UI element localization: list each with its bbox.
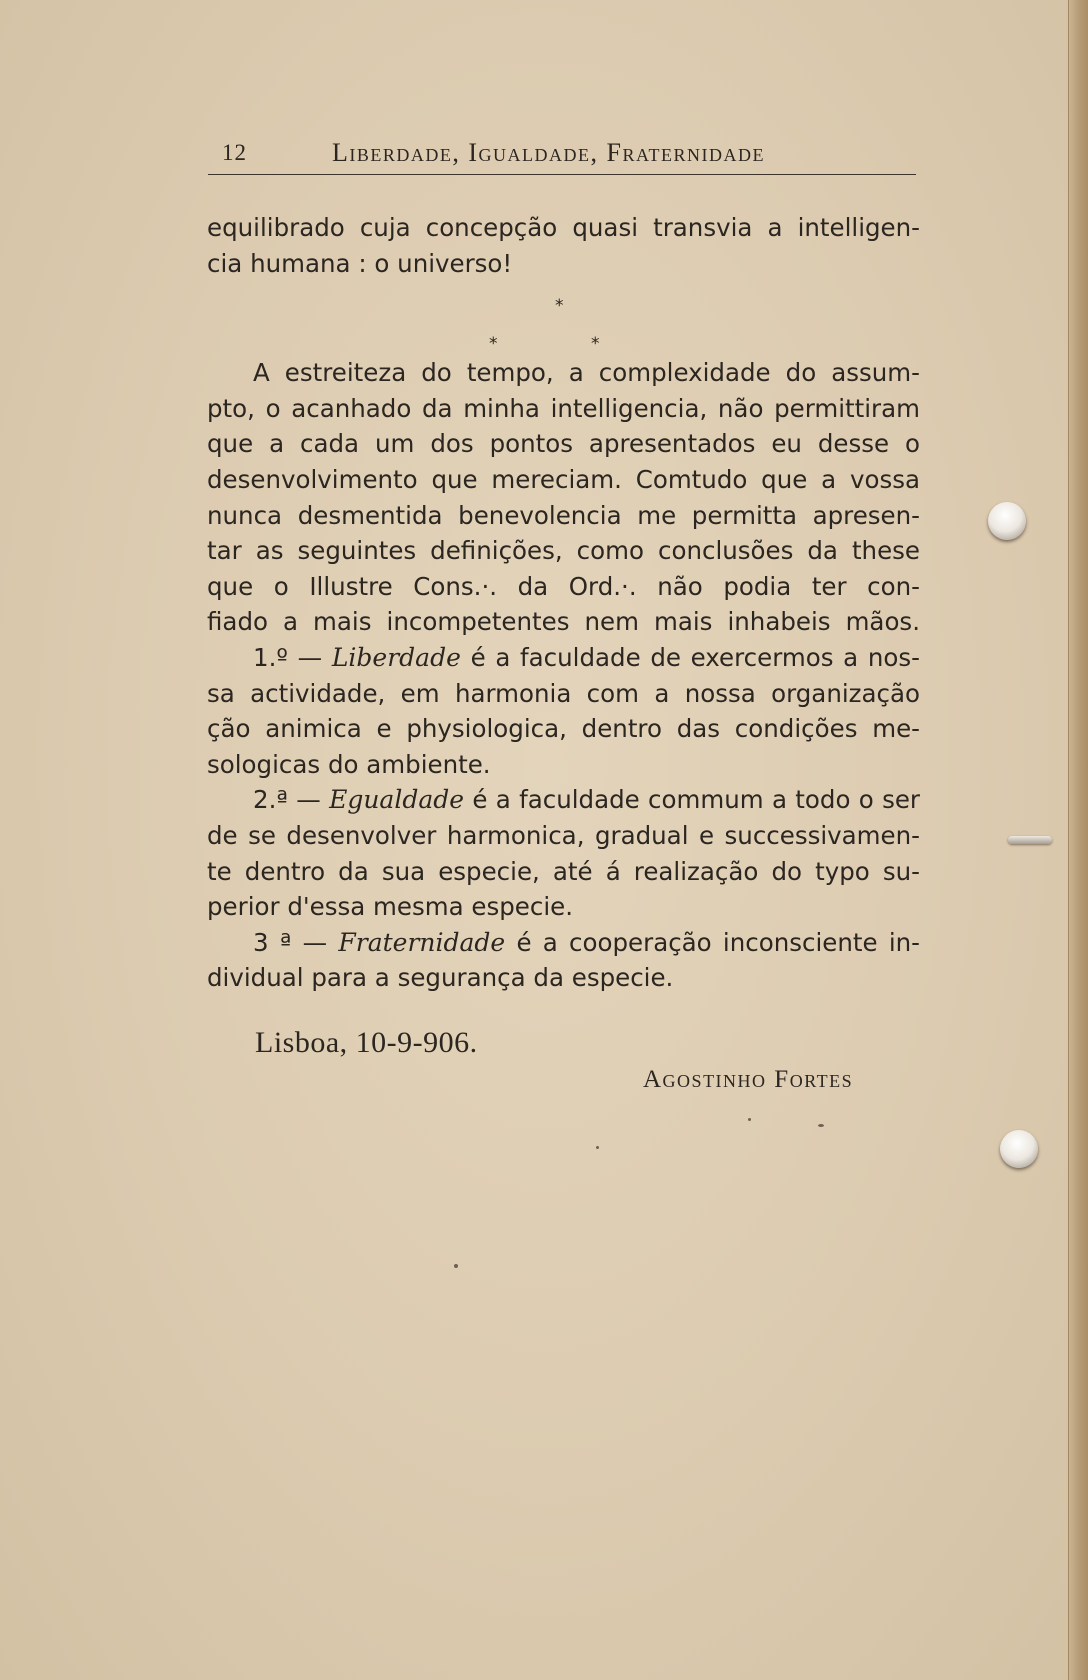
text-line: equilibrado cuja concepção quasi transvia a intelligen- <box>207 213 920 242</box>
text-line: A estreiteza do tempo, a complexidade do assum- <box>253 358 920 388</box>
binding-mark <box>1008 836 1052 844</box>
text-line: pto, o acanhado da minha intelligencia, não permittiram <box>207 393 920 423</box>
definition-text: é a cooperação inconsciente in- <box>505 927 920 957</box>
text-line: ção animica e physiologica, dentro das condições me- <box>207 714 920 744</box>
page-edge <box>1068 0 1088 1680</box>
definition-number: 1.º — <box>253 642 323 672</box>
text-line: te dentro da sua especie, até á realização do typo su- <box>207 856 920 886</box>
paper-speck <box>748 1118 751 1121</box>
binding-hole <box>1000 1130 1038 1168</box>
definition-text: é a faculdade commum a todo o ser <box>464 785 920 815</box>
definition-first-line <box>207 925 920 961</box>
definition-egualdade <box>207 782 920 924</box>
definition-term: Liberdade <box>331 642 461 672</box>
text-line: dividual para a segurança da especie. <box>207 963 674 993</box>
paper-speck <box>596 1146 599 1149</box>
text-line: fiado a mais incompetentes nem mais inhabeis mãos. <box>207 607 920 637</box>
definition-fraternidade <box>207 925 920 996</box>
definition-first-line <box>207 640 920 676</box>
definition-number: 3 ª — <box>253 927 328 957</box>
asterism <box>207 281 920 355</box>
asterisk-glyph: * <box>591 334 600 355</box>
running-title: Liberdade, Igualdade, Fraternidade <box>332 138 765 167</box>
paper-speck <box>454 1264 458 1268</box>
text-line: sa actividade, em harmonia com a nossa organização <box>207 678 920 708</box>
definition-term: Egualdade <box>329 785 465 815</box>
place-and-date: Lisboa, 10-9-906. <box>255 1026 478 1059</box>
asterisk-glyph: * <box>489 334 498 355</box>
text-line: perior d'essa mesma especie. <box>207 892 574 922</box>
definition-first-line <box>207 782 920 818</box>
definition-text: é a faculdade de exercermos a nos- <box>460 642 920 672</box>
text-line: tar as seguintes definições, como conclusões da these <box>207 536 920 566</box>
definition-liberdade <box>207 640 920 782</box>
definition-term: Fraternidade <box>338 927 506 957</box>
header-rule <box>208 174 916 175</box>
paper-speck <box>818 1124 824 1127</box>
definition-number: 2.ª — <box>253 785 321 815</box>
page-number: 12 <box>222 140 247 165</box>
text-line: nunca desmentida benevolencia me permitta apresen- <box>207 500 920 530</box>
paragraph <box>207 355 920 640</box>
running-header <box>208 134 916 174</box>
author-signature: Agostinho Fortes <box>643 1066 854 1093</box>
binding-hole <box>988 502 1026 540</box>
text-line: desenvolvimento que mereciam. Comtudo que a vossa <box>207 464 920 494</box>
body-text <box>207 210 920 996</box>
text-line: que o Illustre Cons.·. da Ord.·. não podia ter con- <box>207 571 920 601</box>
text-line: sologicas do ambiente. <box>207 749 491 779</box>
asterisk-glyph: * <box>555 296 564 317</box>
text-line: cia humana : o universo! <box>207 248 513 278</box>
text-line: que a cada um dos pontos apresentados eu desse o <box>207 429 920 459</box>
text-line: de se desenvolver harmonica, gradual e successivamen- <box>207 820 920 850</box>
